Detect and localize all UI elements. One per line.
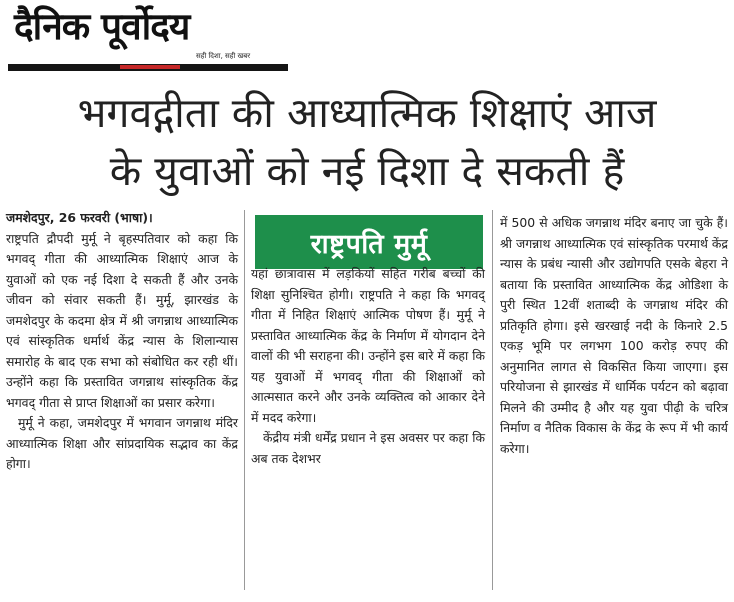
article-paragraph: में 500 से अधिक जगन्नाथ मंदिर बनाए जा चुके हैं। श्री जगन्नाथ आध्यात्मिक एवं सांस्कृतिक परमार्थ केंद्र न्यास के प्रबंध न्यासी और उद्योगपति एसके बेहरा ने बताया कि प्रस्तावित आध्यात्मिक केंद्र ओडिशा के पुरी स्थित 12वीं शताब्दी के जगन्नाथ मंदिर की प्रतिकृति होगा। इसे खरखाई नदी के किनारे 2.5 एकड़ भूमि पर लगभग 100 करोड़ रुपए की अनुमानित लागत से विकसित किया जाएगा। इस परियोजना से झारखंड में धार्मिक पर्यटन को बढ़ावा मिलने की उम्मीद है और यह युवा पीढ़ी के चरित्र निर्माण व नैतिक विकास के केंद्र के रूप में भी कार्य करेगा। bbox=[500, 215, 728, 456]
article-headline bbox=[0, 84, 734, 200]
masthead bbox=[8, 2, 288, 72]
article-paragraph: यहां छात्रावास में लड़कियों सहित गरीब बच्चों की शिक्षा सुनिश्चित होगी। राष्ट्रपति ने कहा कि भगवद् गीता में निहित शिक्षाएं आत्मिक पोषण हैं। मुर्मू ने प्रस्तावित आध्यात्मिक केंद्र के निर्माण में योगदान देने वालों की भी सराहना की। उन्होंने इस बारे में कहा कि यह युवाओं में भगवद् गीता की शिक्षाओं को आत्मसात करने और उनके व्यक्तित्व को आकार देने में मदद करेगा। bbox=[251, 266, 485, 425]
article-dateline: जमशेदपुर, 26 फरवरी (भाषा)। bbox=[6, 210, 153, 225]
article-column-1 bbox=[6, 208, 238, 475]
article-column-2 bbox=[251, 264, 485, 469]
column-divider bbox=[244, 210, 245, 590]
article-paragraph: केंद्रीय मंत्री धर्मेंद्र प्रधान ने इस अवसर पर कहा कि अब तक देशभर bbox=[251, 430, 485, 466]
section-label-box bbox=[255, 215, 483, 269]
newspaper-logo: दैनिक पूर्वोदय bbox=[14, 5, 190, 48]
article-paragraph: मुर्मू ने कहा, जमशेदपुर में भगवान जगन्नाथ मंदिर आध्यात्मिक शिक्षा और सांप्रदायिक सद्भाव का केंद्र होगा। bbox=[6, 415, 238, 471]
column-divider bbox=[492, 210, 493, 590]
article-column-3 bbox=[500, 213, 728, 459]
article-paragraph: राष्ट्रपति द्रौपदी मुर्मू ने बृहस्पतिवार को कहा कि भगवद् गीता की आध्यात्मिक शिक्षाएं आज के युवाओं को एक नई दिशा दे सकती हैं और उनके जीवन को संवार सकती हैं। मुर्मू, झारखंड के जमशेदपुर के कदमा क्षेत्र में श्री जगन्नाथ आध्यात्मिक एवं सांस्कृतिक धर्मार्थ केंद्र न्यास के शिलान्यास समारोह के बाद एक सभा को संबोधित कर रही थीं। उन्होंने कहा कि प्रस्तावित जगन्नाथ सांस्कृतिक केंद्र भगवद् गीता से प्राप्त शिक्षाओं का प्रसार करेगा। bbox=[6, 230, 238, 410]
section-label: राष्ट्रपति मुर्मू bbox=[310, 228, 428, 260]
masthead-bar-accent bbox=[120, 65, 180, 69]
headline-line-1: भगवद्गीता की आध्यात्मिक शिक्षाएं आज bbox=[77, 89, 657, 137]
headline-line-2: के युवाओं को नई दिशा दे सकती हैं bbox=[109, 147, 625, 195]
newspaper-tagline: सही दिशा, सही खबर bbox=[196, 52, 251, 60]
